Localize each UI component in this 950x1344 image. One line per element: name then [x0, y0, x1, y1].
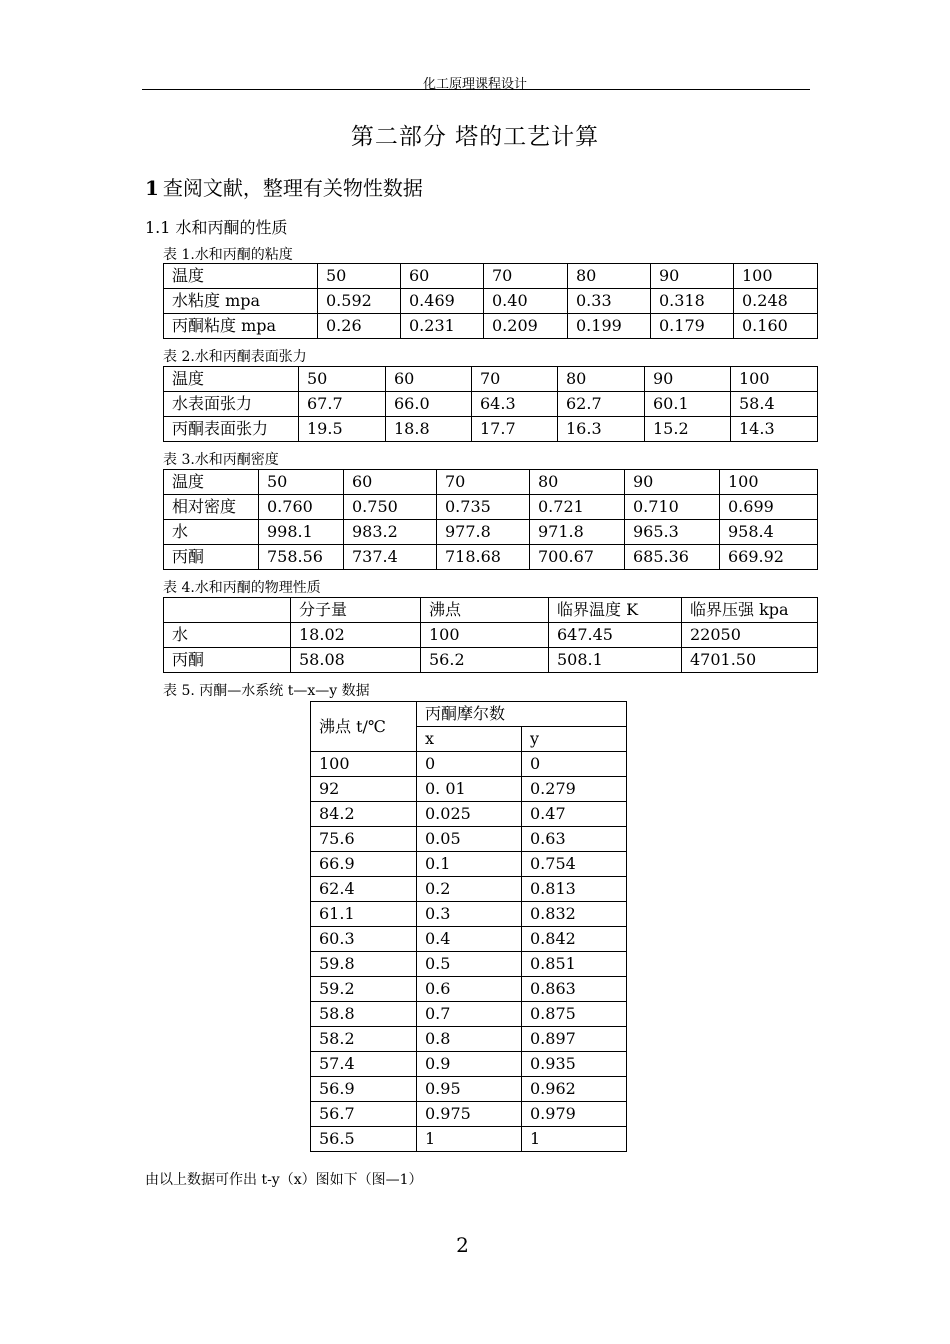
table-cell: 丙酮 [164, 648, 291, 673]
table-row [164, 264, 818, 289]
table-cell: 0.735 [437, 495, 530, 520]
table-cell: 70 [472, 367, 558, 392]
viscosity-table [163, 263, 818, 339]
table-cell: 15.2 [645, 417, 731, 442]
table-cell: 0.863 [522, 977, 627, 1002]
section-number: 1 [145, 176, 159, 200]
table-cell: 58.4 [731, 392, 818, 417]
boiling-point-header: 沸点 t/℃ [311, 702, 417, 752]
table-row [164, 314, 818, 339]
table-cell: 0.8 [417, 1027, 522, 1052]
table-cell: 18.8 [386, 417, 472, 442]
table-cell: 0.33 [568, 289, 651, 314]
table-cell: 相对密度 [164, 495, 259, 520]
table-cell: 0.95 [417, 1077, 522, 1102]
surface-tension-table [163, 366, 818, 442]
table-cell: 80 [558, 367, 645, 392]
table-cell: 0.47 [522, 802, 627, 827]
table-cell: 0.248 [734, 289, 818, 314]
table-row [311, 1002, 627, 1027]
table-cell: 4701.50 [682, 648, 818, 673]
table-row [311, 977, 627, 1002]
part-title: 第二部分 塔的工艺计算 [350, 124, 600, 150]
table-cell: 718.68 [437, 545, 530, 570]
table5-caption: 表 5. 丙酮—水系统 t—x—y 数据 [163, 683, 370, 699]
table-cell: 0.979 [522, 1102, 627, 1127]
table-cell: 水 [164, 520, 259, 545]
table-row [164, 289, 818, 314]
table-cell: 0.760 [259, 495, 344, 520]
table-row [311, 1077, 627, 1102]
section-heading [145, 172, 423, 201]
table-cell: 0.975 [417, 1102, 522, 1127]
table-cell: 0. 01 [417, 777, 522, 802]
table-row [164, 545, 818, 570]
table-cell: 998.1 [259, 520, 344, 545]
table-cell: 56.2 [421, 648, 549, 673]
table-row [311, 852, 627, 877]
table-cell: 983.2 [344, 520, 437, 545]
table-cell: 958.4 [720, 520, 818, 545]
table3-caption: 表 3.水和丙酮密度 [163, 452, 279, 468]
table-cell: 60 [344, 470, 437, 495]
table-cell: 0 [417, 752, 522, 777]
table-cell: 80 [530, 470, 625, 495]
section-title: 查阅文献，整理有关物性数据 [162, 176, 423, 200]
table-cell: 62.7 [558, 392, 645, 417]
table-cell: 62.4 [311, 877, 417, 902]
table-cell: 0.710 [625, 495, 720, 520]
table-cell: 0.2 [417, 877, 522, 902]
table-cell: 0.875 [522, 1002, 627, 1027]
table-row [164, 470, 818, 495]
table-cell: 0.63 [522, 827, 627, 852]
table-cell: 100 [311, 752, 417, 777]
table-row [311, 1127, 627, 1152]
table-cell: 70 [437, 470, 530, 495]
table-row [164, 367, 818, 392]
table-cell: 0.279 [522, 777, 627, 802]
table-cell: 0.851 [522, 952, 627, 977]
table-cell: 64.3 [472, 392, 558, 417]
table-cell: 977.8 [437, 520, 530, 545]
table-cell: 0.318 [651, 289, 734, 314]
table-cell: 0.842 [522, 927, 627, 952]
table-cell: 临界压强 kpa [682, 598, 818, 623]
conclusion-text: 由以上数据可作出 t-y（x）图如下（图—1） [145, 1172, 423, 1188]
table-cell: 80 [568, 264, 651, 289]
table-row [311, 702, 627, 727]
table-cell: 965.3 [625, 520, 720, 545]
table-cell: 水粘度 mpa [164, 289, 318, 314]
table-cell [164, 598, 291, 623]
table-cell: 56.7 [311, 1102, 417, 1127]
table-cell: 0.754 [522, 852, 627, 877]
table-cell: 56.9 [311, 1077, 417, 1102]
table-row [164, 495, 818, 520]
table-cell: 0.40 [484, 289, 568, 314]
table-cell: 0.1 [417, 852, 522, 877]
table-row [311, 1102, 627, 1127]
density-table [163, 469, 818, 570]
table-row [311, 1027, 627, 1052]
table-cell: 22050 [682, 623, 818, 648]
table-row [311, 1052, 627, 1077]
table-cell: 59.2 [311, 977, 417, 1002]
table-cell: 温度 [164, 470, 259, 495]
table-cell: 0.5 [417, 952, 522, 977]
table-cell: 丙酮粘度 mpa [164, 314, 318, 339]
table-cell: 0.469 [401, 289, 484, 314]
table-row [164, 417, 818, 442]
table-cell: 737.4 [344, 545, 437, 570]
table-cell: 0.9 [417, 1052, 522, 1077]
table-cell: 56.5 [311, 1127, 417, 1152]
table-cell: 59.8 [311, 952, 417, 977]
table-cell: 0.592 [318, 289, 401, 314]
table-row [311, 927, 627, 952]
table-cell: 700.67 [530, 545, 625, 570]
table-row [311, 877, 627, 902]
table-cell: 0.26 [318, 314, 401, 339]
header-rule [142, 89, 810, 90]
table-row [311, 827, 627, 852]
table-cell: 1 [417, 1127, 522, 1152]
table-cell: 0.3 [417, 902, 522, 927]
table-cell: 60.1 [645, 392, 731, 417]
table-cell: 0.231 [401, 314, 484, 339]
table-cell: 685.36 [625, 545, 720, 570]
table-row [311, 952, 627, 977]
table-cell: 50 [299, 367, 386, 392]
table-cell: 水 [164, 623, 291, 648]
table-cell: 0.721 [530, 495, 625, 520]
table-cell: 50 [318, 264, 401, 289]
table-cell: 92 [311, 777, 417, 802]
table-cell: 水表面张力 [164, 392, 299, 417]
page-number: 2 [456, 1233, 469, 1257]
table-cell: 70 [484, 264, 568, 289]
table-cell: 100 [720, 470, 818, 495]
table-cell: 0 [522, 752, 627, 777]
table-cell: 90 [645, 367, 731, 392]
table-row [164, 623, 818, 648]
table-cell: 沸点 [421, 598, 549, 623]
acetone-mole-fraction-header: 丙酮摩尔数 [417, 702, 627, 727]
table-cell: 647.45 [549, 623, 682, 648]
running-header: 化工原理课程设计 [422, 77, 527, 92]
table-cell: 0.179 [651, 314, 734, 339]
table-cell: 67.7 [299, 392, 386, 417]
table-row [311, 752, 627, 777]
table-row [311, 802, 627, 827]
table-cell: 100 [734, 264, 818, 289]
table-cell: 0.750 [344, 495, 437, 520]
table2-caption: 表 2.水和丙酮表面张力 [163, 349, 307, 365]
table-cell: 0.05 [417, 827, 522, 852]
txy-data-table [310, 701, 627, 1152]
table-cell: 0.832 [522, 902, 627, 927]
table-cell: 971.8 [530, 520, 625, 545]
table-cell: 温度 [164, 367, 299, 392]
table-cell: 57.4 [311, 1052, 417, 1077]
table-cell: 0.935 [522, 1052, 627, 1077]
table-cell: 0.4 [417, 927, 522, 952]
table-cell: 58.2 [311, 1027, 417, 1052]
table-row [311, 777, 627, 802]
table-cell: 66.0 [386, 392, 472, 417]
table-cell: 90 [651, 264, 734, 289]
table-row [164, 648, 818, 673]
table-cell: 60 [401, 264, 484, 289]
table-cell: 14.3 [731, 417, 818, 442]
table-row [164, 520, 818, 545]
table-cell: 0.962 [522, 1077, 627, 1102]
subsection-heading: 1.1 水和丙酮的性质 [145, 218, 288, 237]
table-cell: 60 [386, 367, 472, 392]
table-cell: 100 [731, 367, 818, 392]
table-cell: 19.5 [299, 417, 386, 442]
table-cell: 温度 [164, 264, 318, 289]
table-cell: 58.08 [291, 648, 421, 673]
table-cell: 100 [421, 623, 549, 648]
table-cell: 临界温度 K [549, 598, 682, 623]
table-cell: 508.1 [549, 648, 682, 673]
table-cell: 50 [259, 470, 344, 495]
table-cell: 分子量 [291, 598, 421, 623]
table-cell: 0.199 [568, 314, 651, 339]
table-cell: 18.02 [291, 623, 421, 648]
table-row [164, 598, 818, 623]
table-cell: 0.6 [417, 977, 522, 1002]
table-row [311, 902, 627, 927]
table-cell: 75.6 [311, 827, 417, 852]
table-cell: 58.8 [311, 1002, 417, 1027]
table-cell: 0.025 [417, 802, 522, 827]
table-cell: 丙酮表面张力 [164, 417, 299, 442]
table1-caption: 表 1.水和丙酮的粘度 [163, 247, 293, 263]
table-row [164, 392, 818, 417]
table-cell: 0.699 [720, 495, 818, 520]
y-header: y [522, 727, 627, 752]
table-cell: 17.7 [472, 417, 558, 442]
table-cell: 0.7 [417, 1002, 522, 1027]
x-header: x [417, 727, 522, 752]
table-cell: 0.209 [484, 314, 568, 339]
table-cell: 0.813 [522, 877, 627, 902]
table-cell: 丙酮 [164, 545, 259, 570]
table-cell: 66.9 [311, 852, 417, 877]
table-cell: 0.160 [734, 314, 818, 339]
table-cell: 90 [625, 470, 720, 495]
table-cell: 84.2 [311, 802, 417, 827]
table4-caption: 表 4.水和丙酮的物理性质 [163, 580, 321, 596]
table-cell: 1 [522, 1127, 627, 1152]
table-cell: 0.897 [522, 1027, 627, 1052]
table-cell: 60.3 [311, 927, 417, 952]
physical-properties-table [163, 597, 818, 673]
table-cell: 16.3 [558, 417, 645, 442]
table-cell: 669.92 [720, 545, 818, 570]
table-cell: 758.56 [259, 545, 344, 570]
table-cell: 61.1 [311, 902, 417, 927]
